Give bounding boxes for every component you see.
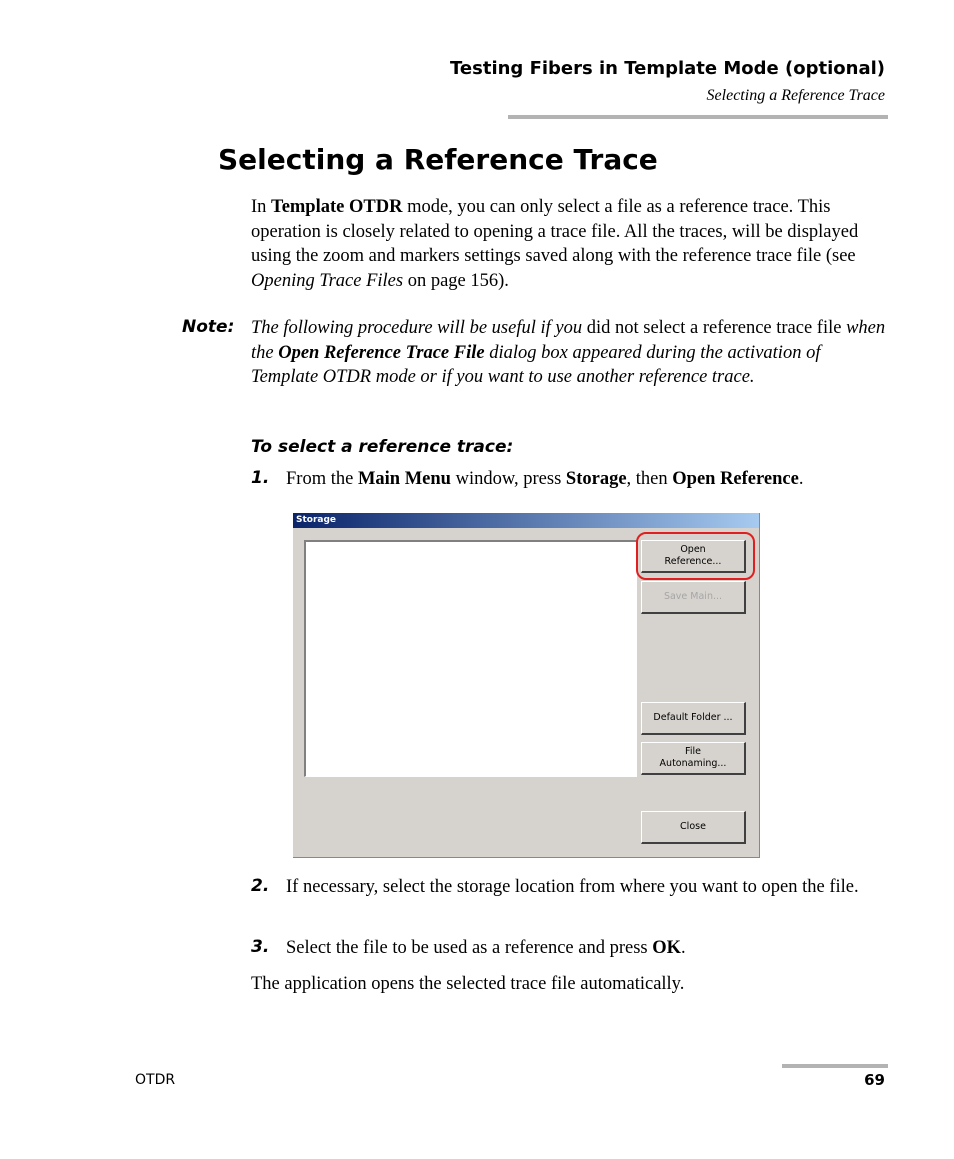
step-number: 3. <box>251 937 270 957</box>
intro-paragraph: In Template OTDR mode, you can only select a file as a reference trace. This operation is closely related to opening a trace file. All the traces, will be displayed using the zoom and markers settings saved along with the reference trace file (see Opening Trace Files on page 156). <box>251 197 859 291</box>
step-number: 2. <box>251 876 270 896</box>
header-rule <box>508 115 888 119</box>
save-main-button[interactable]: Save Main... <box>641 581 746 614</box>
page-number: 69 <box>864 1071 885 1089</box>
footer-rule <box>782 1064 888 1068</box>
note-paragraph: The following procedure will be useful if you did not select a reference trace file when the Open Reference Trace File dialog box appeared during the activation of Template OTDR mode or if you want to use another reference trace. <box>251 318 886 387</box>
step-text: From the Main Menu window, press Storage, then Open Reference. <box>286 469 804 489</box>
close-button[interactable]: Close <box>641 811 746 844</box>
default-folder-button[interactable]: Default Folder ... <box>641 702 746 735</box>
note-label: Note: <box>182 317 235 337</box>
step-number: 1. <box>251 468 270 488</box>
footer-product: OTDR <box>135 1072 176 1088</box>
file-autonaming-button[interactable]: File Autonaming... <box>641 742 746 775</box>
open-reference-button[interactable]: Open Reference... <box>641 540 746 573</box>
running-header-section: Selecting a Reference Trace <box>706 87 885 104</box>
running-header-chapter: Testing Fibers in Template Mode (optional) <box>450 58 885 79</box>
highlight-circle <box>636 532 755 580</box>
dialog-title-bar: Storage <box>293 513 759 528</box>
conclusion-paragraph: The application opens the selected trace file automatically. <box>251 974 685 994</box>
step-text: Select the file to be used as a reference and press OK. <box>286 938 686 958</box>
step-text: If necessary, select the storage location from where you want to open the file. <box>286 877 859 897</box>
page-title: Selecting a Reference Trace <box>218 143 658 176</box>
storage-file-list[interactable] <box>304 540 637 777</box>
procedure-title: To select a reference trace: <box>251 437 514 457</box>
